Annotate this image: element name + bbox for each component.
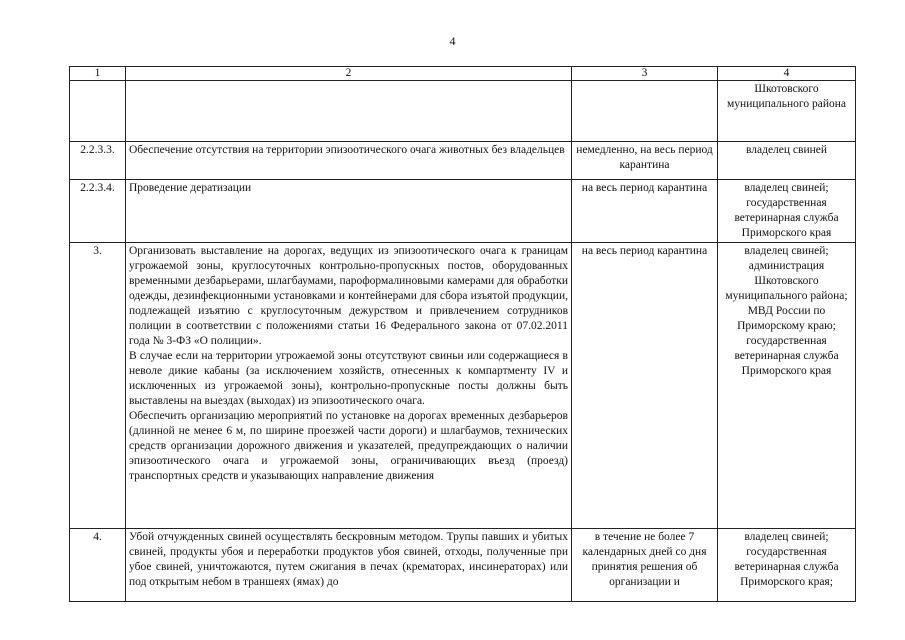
header-cell-col4: 4 — [718, 67, 856, 81]
deadline-cell: в течение не более 7 календарных дней со дня принятия решения об организации и — [572, 529, 718, 602]
row-number-cell: 4. — [70, 529, 126, 602]
page-number: 4 — [449, 34, 456, 48]
row-number-cell: 2.2.3.3. — [70, 142, 126, 180]
measure-cell — [126, 81, 572, 142]
measures-table — [69, 66, 856, 602]
row-number-cell: 3. — [70, 243, 126, 529]
table-row — [70, 243, 856, 529]
deadline-cell: немедленно, на весь период карантина — [572, 142, 718, 180]
table-row — [70, 180, 856, 243]
responsible-cell: владелец свиней — [718, 142, 856, 180]
responsible-cell: владелец свиней; администрация Шкотовского муниципального района; МВД России по Приморскому краю; государственная ветеринарная служба Приморского края — [718, 243, 856, 529]
measure-paragraph: Обеспечение отсутствия на территории эпизоотического очага животных без владельцев — [129, 144, 565, 156]
table-row — [70, 142, 856, 180]
measure-paragraph: Обеспечить организацию мероприятий по установке на дорогах временных дезбарьеров (длинной не менее 6 м, по ширине проезжей части дороги) и шлагбаумов, технических средств организации дорожного движения и указателей, предупреждающих о наличии эпизоотического очага и угрожаемой зоны, ограничивающих въезд (проезд) транспортных средств и указывающих направление движения — [129, 410, 568, 482]
measure-cell — [126, 180, 572, 243]
deadline-cell — [572, 81, 718, 142]
table-header-row — [70, 67, 856, 81]
header-cell-col3: 3 — [572, 67, 718, 81]
measure-cell — [126, 142, 572, 180]
measure-paragraph: Проведение дератизации — [129, 182, 252, 194]
header-cell-col2: 2 — [126, 67, 572, 81]
table-row — [70, 81, 856, 142]
measure-cell — [126, 529, 572, 602]
measure-paragraph: Убой отчужденных свиней осуществлять бескровным методом. Трупы павших и убитых свиней, продукты убоя и переработки продуктов убоя свиней, отходы, полученные при убое свиней, уничтожаются, путем сжигания в печах (крематорах, инсинераторах) или под открытым небом в траншеях (ямах) до — [129, 531, 568, 588]
row-number-cell — [70, 81, 126, 142]
measure-paragraph: В случае если на территории угрожаемой зоны отсутствуют свиньи или содержащиеся в неволе дикие кабаны (за исключением хозяйств, отнесенных к компартменту IV и исключенных из угрожаемой зоны), контрольно-пропускные посты должны быть выставлены на выездах (выходах) из эпизоотического очага. — [129, 350, 568, 407]
measure-paragraph: Организовать выставление на дорогах, ведущих из эпизоотического очага к границам угрожаемой зоны, круглосуточных контрольно-пропускных постов, оборудованных временными дезбарьерами, шлагбаумами, пароформалиновыми камерами для обработки одежды, дезинфекционными установками и контейнерами для сбора изъятой продукции, подлежащей изъятию с круглосуточным дежурством и привлечением сотрудников полиции в соответствии с положениями статьи 16 Федерального закона от 07.02.2011 года № 3-ФЗ «О полиции». — [129, 245, 568, 347]
responsible-cell: владелец свиней; государственная ветеринарная служба Приморского края; — [718, 529, 856, 602]
measure-cell — [126, 243, 572, 529]
table-row — [70, 529, 856, 602]
header-cell-col1: 1 — [70, 67, 126, 81]
responsible-cell: Шкотовского муниципального района — [718, 81, 856, 142]
deadline-cell: на весь период карантина — [572, 180, 718, 243]
row-number-cell: 2.2.3.4. — [70, 180, 126, 243]
responsible-cell: владелец свиней; государственная ветеринарная служба Приморского края — [718, 180, 856, 243]
deadline-cell: на весь период карантина — [572, 243, 718, 529]
